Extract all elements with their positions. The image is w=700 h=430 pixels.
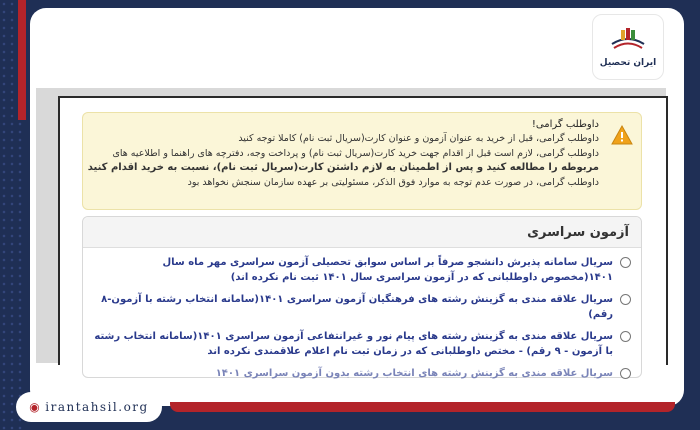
irantahsil-logo bbox=[592, 14, 664, 80]
screenshot-area bbox=[36, 88, 666, 379]
sanjesh-page bbox=[58, 96, 668, 379]
exam-option-label[interactable]: سریال علاقه مندی به گزینش رشته های پیام نور و غیرانتفاعی آزمون سراسری ۱۴۰۱(سامانه انتخاب رشته با آزمون - ۹ رقم) - مختص داوطلبانی که در زمان ثبت نام اعلام علاقمندی نکرده اند bbox=[94, 331, 613, 357]
website-url[interactable]: irantahsil.org bbox=[45, 400, 149, 414]
exam-section-header: آزمون سراسری bbox=[83, 217, 641, 248]
notice-text bbox=[87, 117, 599, 190]
warning-icon bbox=[611, 125, 633, 145]
exam-option[interactable] bbox=[91, 255, 635, 285]
notice-line: داوطلب گرامی، لازم است قبل از اقدام جهت خرید کارت(سریال ثبت نام) و پرداخت وجه، دفترچه های راهنما و اطلاعیه های bbox=[112, 147, 599, 159]
globe-icon: ◉ bbox=[29, 400, 42, 414]
decorative-red-band bbox=[18, 0, 26, 120]
exam-option[interactable] bbox=[91, 366, 635, 381]
radio-button[interactable] bbox=[620, 368, 631, 379]
book-icon bbox=[608, 26, 648, 54]
exam-option[interactable] bbox=[91, 292, 635, 322]
radio-button[interactable] bbox=[620, 294, 631, 305]
logo-text: ایران تحصیل bbox=[599, 58, 657, 68]
warning-notice bbox=[82, 112, 642, 210]
exam-option-label[interactable]: سریال علاقه مندی به گزینش رشته های فرهنگیان آزمون سراسری ۱۴۰۱(سامانه انتخاب رشته با آزمون-۸ رقم) bbox=[101, 294, 613, 320]
exam-section bbox=[82, 216, 642, 378]
decorative-red-bottom-bar bbox=[170, 402, 675, 412]
exam-option-label[interactable]: سریال علاقه مندی به گزینش رشته های انتخاب رشته بدون آزمون سراسری ۱۴۰۱ bbox=[215, 368, 613, 379]
notice-line: داوطلب گرامی، در صورت عدم توجه به موارد فوق الذکر، مسئولیتی بر عهده سازمان سنجش نخواهد بود bbox=[187, 176, 599, 188]
exam-option-label[interactable]: سریال سامانه پذیرش دانشجو صرفاً بر اساس سوابق تحصیلی آزمون سراسری مهر ماه سال ۱۴۰۱(مخصوص داوطلبانی که در آزمون سراسری سال ۱۴۰۱ ثبت نام نکرده اند) bbox=[162, 257, 613, 283]
radio-button[interactable] bbox=[620, 257, 631, 268]
notice-line: مربوطه را مطالعه کنید و پس از اطمینان به لازم داشتن کارت(سریال ثبت نام)، نسبت به خرید اقدام کنید bbox=[87, 162, 599, 173]
notice-title: داوطلب گرامی! bbox=[531, 119, 599, 130]
exam-option[interactable] bbox=[91, 329, 635, 359]
radio-button[interactable] bbox=[620, 331, 631, 342]
notice-line: داوطلب گرامی، قبل از خرید به عنوان آزمون و عنوان کارت(سریال ثبت نام) کاملا توجه کنید bbox=[238, 133, 599, 144]
website-badge[interactable] bbox=[16, 392, 162, 422]
